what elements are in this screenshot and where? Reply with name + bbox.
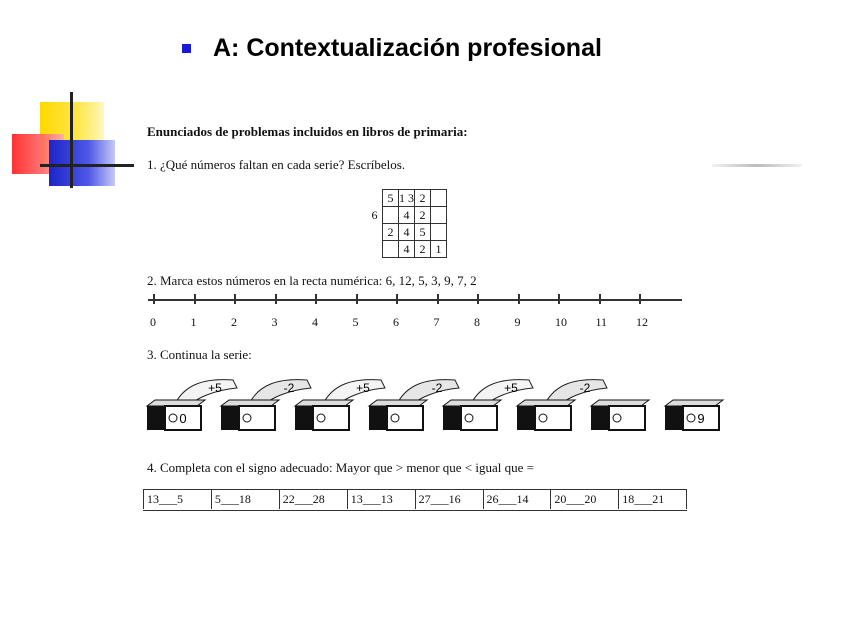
grid-cell (367, 190, 383, 207)
sharpener-box (443, 400, 501, 430)
deco-right-line (712, 164, 802, 167)
sharpener-box (295, 400, 353, 430)
number-line (148, 299, 682, 301)
operation-label: +5 (208, 381, 222, 395)
number-line-label: 8 (474, 315, 480, 329)
number-line-tick (518, 294, 520, 304)
grid-cell (431, 190, 447, 207)
doc-heading: Enunciados de problemas incluidos en libros de primaria: (147, 124, 468, 139)
comparison-cell: 26___14 (483, 489, 551, 509)
number-line-tick (639, 294, 641, 304)
grid-cell: 2 (415, 207, 431, 224)
operation-label: +5 (356, 381, 370, 395)
comparison-cell: 27___16 (415, 489, 483, 509)
grid-cell (383, 241, 399, 258)
deco-blue-square (49, 140, 115, 186)
number-line-label: 2 (231, 315, 237, 329)
grid-cell: 4 (399, 207, 415, 224)
grid-cell (367, 224, 383, 241)
number-line-tick (437, 294, 439, 304)
number-line-label: 4 (312, 315, 318, 329)
operation-label: +5 (504, 381, 518, 395)
comparison-cell: 18___21 (618, 489, 686, 509)
grid-cell: 2 (415, 190, 431, 207)
grid-cell: 1 3 (399, 190, 414, 205)
number-line-tick (356, 294, 358, 304)
operation-label: -2 (283, 381, 295, 395)
grid-cell: 1 (431, 241, 447, 258)
question-1: 1. ¿Qué números faltan en cada serie? Escríbelos. (147, 157, 406, 172)
sharpener-box (517, 400, 575, 430)
comparison-cell: 20___20 (550, 489, 618, 509)
grid-cell (431, 207, 447, 224)
question-3: 3. Continua la serie: (147, 347, 252, 362)
sharpener-box (369, 400, 427, 430)
number-line-label: 7 (433, 315, 440, 329)
operation-label: -2 (579, 381, 591, 395)
grid-cell: 5 (383, 190, 399, 207)
number-line-label: 3 (271, 315, 278, 329)
grid-cell (431, 224, 447, 241)
grid-cell: 5 (415, 224, 431, 241)
operation-label: -2 (431, 381, 443, 395)
number-line-tick (194, 294, 196, 304)
comparison-cell: 22___28 (279, 489, 347, 509)
title-bullet (182, 44, 191, 53)
number-line-tick (558, 294, 560, 304)
question-4: 4. Completa con el signo adecuado: Mayor que > menor que < igual que = (147, 460, 534, 475)
number-line-tick (315, 294, 317, 304)
number-line-label: 10 (555, 315, 567, 329)
sharpener-box (665, 400, 723, 430)
sharpener-value: 9 (697, 411, 705, 426)
sharpener-series-illustration (145, 374, 705, 438)
series-grid (367, 189, 447, 258)
deco-horizontal-line (40, 164, 134, 167)
number-line-tick (234, 294, 236, 304)
number-line-tick (275, 294, 277, 304)
grid-cell: 4 (399, 224, 415, 241)
comparison-cell: 13___5 (143, 489, 211, 509)
sharpener-box (147, 400, 205, 430)
grid-cell (383, 207, 399, 224)
number-line-tick (396, 294, 398, 304)
number-line-label: 12 (636, 315, 648, 329)
number-line-tick (153, 294, 155, 304)
number-line-label: 11 (595, 315, 608, 329)
grid-cell: 6 (371, 207, 378, 222)
number-line-label: 5 (352, 315, 359, 329)
grid-cell (367, 241, 383, 258)
number-line-label: 9 (514, 315, 521, 329)
number-line-tick (599, 294, 601, 304)
number-line-tick (477, 294, 479, 304)
grid-cell: 4 (399, 241, 415, 258)
deco-vertical-line (70, 92, 73, 188)
comparison-cell: 5___18 (211, 489, 279, 509)
question-2: 2. Marca estos números en la recta numérica: 6, 12, 5, 3, 9, 7, 2 (147, 273, 477, 288)
number-line-label: 1 (190, 315, 197, 329)
number-line-label: 0 (150, 315, 156, 329)
slide-title: A: Contextualización profesional (213, 34, 602, 62)
grid-cell: 2 (415, 241, 431, 258)
sharpener-box (221, 400, 279, 430)
comparison-row-end (686, 489, 687, 509)
comparison-cell: 13___13 (347, 489, 415, 509)
sharpener-value: 0 (179, 411, 187, 426)
grid-cell: 2 (383, 224, 399, 241)
sharpener-box (591, 400, 649, 430)
number-line-label: 6 (393, 315, 399, 329)
